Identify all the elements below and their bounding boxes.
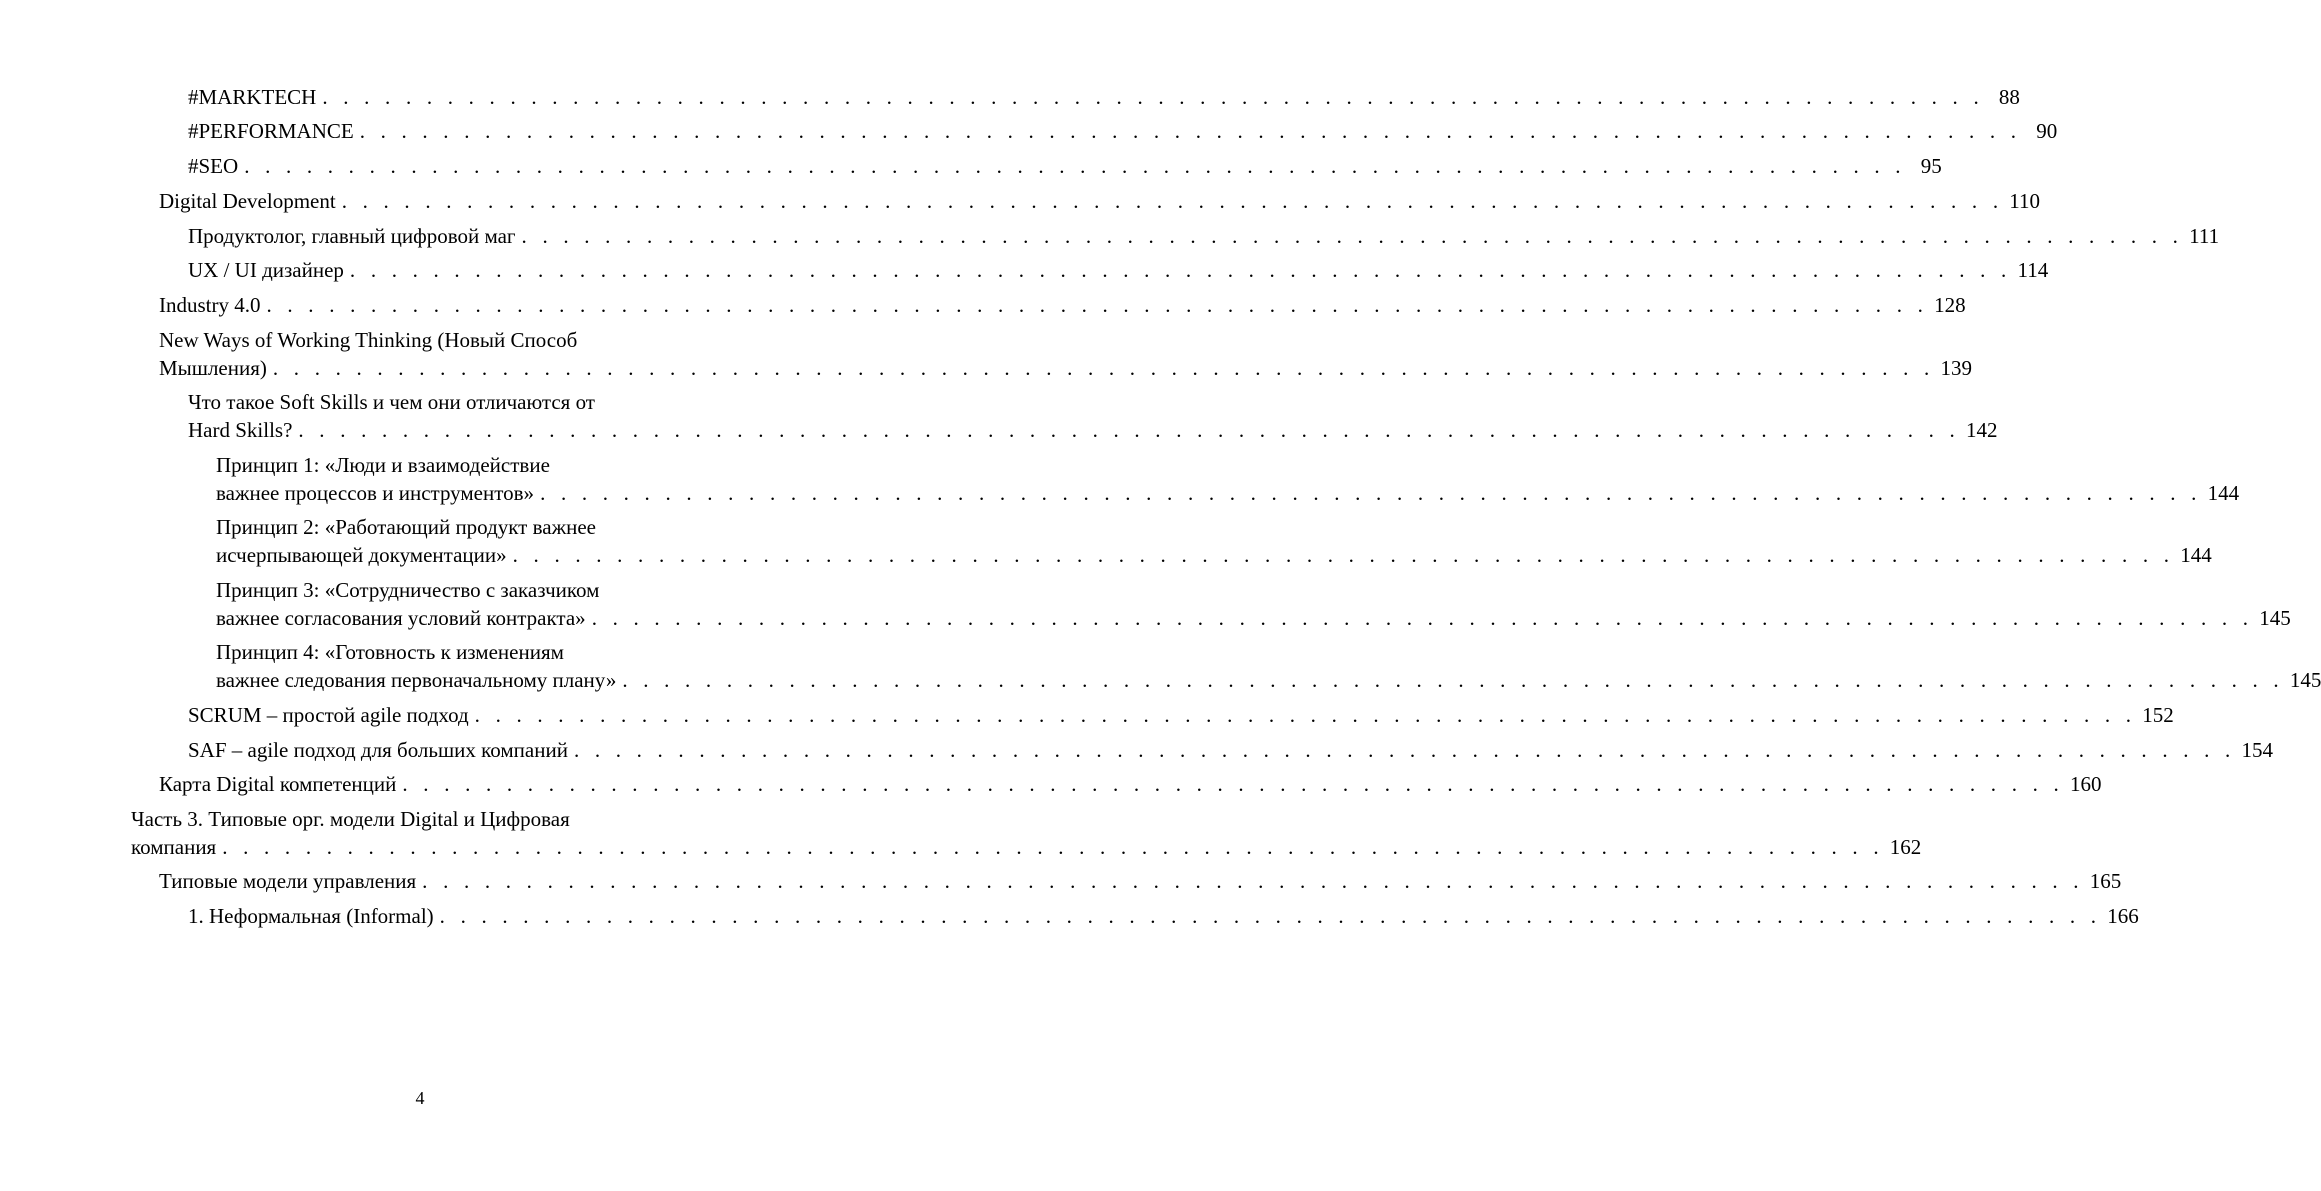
toc-entry-title: Карта Digital компетенций: [159, 772, 397, 796]
toc-entry-title: Industry 4.0: [159, 293, 261, 317]
dot-leader: . . . . . . . . . . . . . . . . . . . . . . . . . . . . . . . . . . . . . . . . . . . . . . . . . . . . . . . . . . . . . . . . . . . . . . . . . . . . . . . .: [573, 738, 2236, 762]
toc-entry-page: 111: [2189, 224, 2220, 248]
toc-entry-title: 1. Неформальная (Informal): [188, 904, 434, 928]
toc-entry-title: Hard Skills?: [188, 418, 293, 442]
toc-entry-title: #MARKTECH: [188, 85, 317, 109]
toc-entry-page: 95: [1920, 154, 1942, 178]
toc-entry-title: важнее согласования условий контракта»: [216, 606, 586, 630]
dot-leader: . . . . . . . . . . . . . . . . . . . . . . . . . . . . . . . . . . . . . . . . . . . . . . . . . . . . . . . . . . . . . . . . . . . . . . . . . . . . . . . .: [622, 668, 2284, 692]
dot-leader: . . . . . . . . . . . . . . . . . . . . . . . . . . . . . . . . . . . . . . . . . . . . . . . . . . . . . . . . . . . . . . . . . . . . . . . . . . . . . . . .: [540, 481, 2202, 505]
toc-entry[interactable]: [159, 770, 2102, 798]
toc-entry-title: исчерпывающей документации»: [216, 543, 507, 567]
toc-entry[interactable]: [216, 576, 2291, 632]
dot-leader: . . . . . . . . . . . . . . . . . . . . . . . . . . . . . . . . . . . . . . . . . . . . . . . . . . . . . . . . . . . . . . . . . . . . . . . . . . . . . . . .: [349, 258, 2012, 282]
toc-entry-title: Продуктолог, главный цифровой маг: [188, 224, 516, 248]
toc-entry-title: Мышления): [159, 356, 267, 380]
toc-entry-title-line1: Принцип 1: «Люди и взаимодействие: [216, 453, 550, 477]
toc-entry[interactable]: [188, 256, 2049, 284]
toc-entry-page: 90: [2036, 119, 2058, 143]
toc-entry[interactable]: [188, 902, 2139, 930]
toc-entry-page: 128: [1934, 293, 1966, 317]
dot-leader: . . . . . . . . . . . . . . . . . . . . . . . . . . . . . . . . . . . . . . . . . . . . . . . . . . . . . . . . . . . . . . . . . . . . . . . . . . . . . . . .: [272, 356, 1935, 380]
toc-entry-title: компания: [131, 835, 217, 859]
toc-entry[interactable]: [188, 83, 2020, 111]
toc-entry[interactable]: [159, 326, 1972, 382]
toc-entry-title: SCRUM – простой agile подход: [188, 703, 469, 727]
toc-entry[interactable]: [159, 187, 2041, 215]
dot-leader: . . . . . . . . . . . . . . . . . . . . . . . . . . . . . . . . . . . . . . . . . . . . . . . . . . . . . . . . . . . . . . . . . . . . . . . . . . . . . . . .: [341, 189, 2004, 213]
dot-leader: . . . . . . . . . . . . . . . . . . . . . . . . . . . . . . . . . . . . . . . . . . . . . . . . . . . . . . . . . . . . . . . . . . . . . . . . . . . . . . . .: [591, 606, 2254, 630]
dot-leader: . . . . . . . . . . . . . . . . . . . . . . . . . . . . . . . . . . . . . . . . . . . . . . . . . . . . . . . . . . . . . . . . . . . . . . . . . . . . . . . .: [512, 543, 2175, 567]
toc-entry-page: 144: [2180, 543, 2212, 567]
toc-entry[interactable]: [188, 736, 2273, 764]
toc-entry-title: #SEO: [188, 154, 239, 178]
dot-leader: . . . . . . . . . . . . . . . . . . . . . . . . . . . . . . . . . . . . . . . . . . . . . . . . . . . . . . . . . . . . . . . . . . . . . . . . . . . . . . . .: [439, 904, 2102, 928]
toc-entry[interactable]: [159, 291, 1966, 319]
toc-entry[interactable]: [188, 222, 2220, 250]
dot-leader: . . . . . . . . . . . . . . . . . . . . . . . . . . . . . . . . . . . . . . . . . . . . . . . . . . . . . . . . . . . . . . . . . . . . . . . . . . . . . . . .: [244, 154, 1906, 178]
toc-entry[interactable]: [159, 867, 2122, 895]
toc-entry-page: 165: [2089, 869, 2122, 893]
toc-entry[interactable]: [188, 117, 2058, 145]
toc-entry-page: 144: [2207, 481, 2240, 505]
dot-leader: . . . . . . . . . . . . . . . . . . . . . . . . . . . . . . . . . . . . . . . . . . . . . . . . . . . . . . . . . . . . . . . . . . . . . . . . . . . . . . . .: [298, 418, 1960, 442]
toc-entry-page: 139: [1940, 356, 1972, 380]
toc-entry-page: 166: [2107, 904, 2139, 928]
toc-entry-title: #PERFORMANCE: [188, 119, 354, 143]
dot-leader: . . . . . . . . . . . . . . . . . . . . . . . . . . . . . . . . . . . . . . . . . . . . . . . . . . . . . . . . . . . . . . . . . . . . . . . . . . . . . . . .: [521, 224, 2184, 248]
toc-entry-page: 142: [1965, 418, 1998, 442]
toc-entry-title: важнее процессов и инструментов»: [216, 481, 535, 505]
toc-entry[interactable]: [131, 805, 1922, 861]
toc-entry-title-line1: Часть 3. Типовые орг. модели Digital и Цифровая: [131, 807, 570, 831]
toc-entry-page: 152: [2142, 703, 2174, 727]
dot-leader: . . . . . . . . . . . . . . . . . . . . . . . . . . . . . . . . . . . . . . . . . . . . . . . . . . . . . . . . . . . . . . . . . . . . . . . . . . . . . . . .: [222, 835, 1884, 859]
toc-entry-title-line1: New Ways of Working Thinking (Новый Способ: [159, 328, 578, 352]
toc-entry-title: Типовые модели управления: [159, 869, 417, 893]
toc-entry[interactable]: [188, 701, 2174, 729]
toc-entry-title-line1: Принцип 3: «Сотрудничество с заказчиком: [216, 578, 600, 602]
toc-entry[interactable]: [216, 638, 2321, 694]
toc-entry[interactable]: [188, 152, 1942, 180]
toc-entry[interactable]: [188, 388, 1998, 444]
toc-entry-title: UX / UI дизайнер: [188, 258, 344, 282]
toc-entry-page: 110: [2009, 189, 2041, 213]
toc-entry[interactable]: [216, 513, 2212, 569]
dot-leader: . . . . . . . . . . . . . . . . . . . . . . . . . . . . . . . . . . . . . . . . . . . . . . . . . . . . . . . . . . . . . . . . . . . . . . . . . . . . . . . .: [422, 869, 2084, 893]
toc-entry-page: 114: [2017, 258, 2049, 282]
toc-entry-title-line1: Что такое Soft Skills и чем они отличаются от: [188, 390, 595, 414]
toc-entry-page: 154: [2241, 738, 2273, 762]
dot-leader: . . . . . . . . . . . . . . . . . . . . . . . . . . . . . . . . . . . . . . . . . . . . . . . . . . . . . . . . . . . . . . . . . . . . . . . . . . . . . . . .: [402, 772, 2064, 796]
toc-entry-title: SAF – agile подход для больших компаний: [188, 738, 568, 762]
toc-entry-title-line1: Принцип 2: «Работающий продукт важнее: [216, 515, 596, 539]
toc-entry[interactable]: [216, 451, 2240, 507]
toc-entry-page: 162: [1889, 835, 1922, 859]
dot-leader: . . . . . . . . . . . . . . . . . . . . . . . . . . . . . . . . . . . . . . . . . . . . . . . . . . . . . . . . . . . . . . . . . . . . . . . . . . . . . . . .: [474, 703, 2137, 727]
toc-entry-title-line1: Принцип 4: «Готовность к изменениям: [216, 640, 564, 664]
toc-entry-title: Digital Development: [159, 189, 336, 213]
toc-entry-title: важнее следования первоначальному плану»: [216, 668, 617, 692]
toc-entry-page: 88: [1998, 85, 2020, 109]
toc-entry-page: 145: [2289, 668, 2321, 692]
page-number: 4: [415, 1088, 425, 1108]
toc-entry-page: 160: [2069, 772, 2102, 796]
dot-leader: . . . . . . . . . . . . . . . . . . . . . . . . . . . . . . . . . . . . . . . . . . . . . . . . . . . . . . . . . . . . . . . . . . . . . . . . . . . . . . . .: [266, 293, 1929, 317]
dot-leader: . . . . . . . . . . . . . . . . . . . . . . . . . . . . . . . . . . . . . . . . . . . . . . . . . . . . . . . . . . . . . . . . . . . . . . . . . . . . . . . .: [359, 119, 2022, 143]
dot-leader: . . . . . . . . . . . . . . . . . . . . . . . . . . . . . . . . . . . . . . . . . . . . . . . . . . . . . . . . . . . . . . . . . . . . . . . . . . . . . . . .: [322, 85, 1984, 109]
toc-entry-page: 145: [2259, 606, 2291, 630]
